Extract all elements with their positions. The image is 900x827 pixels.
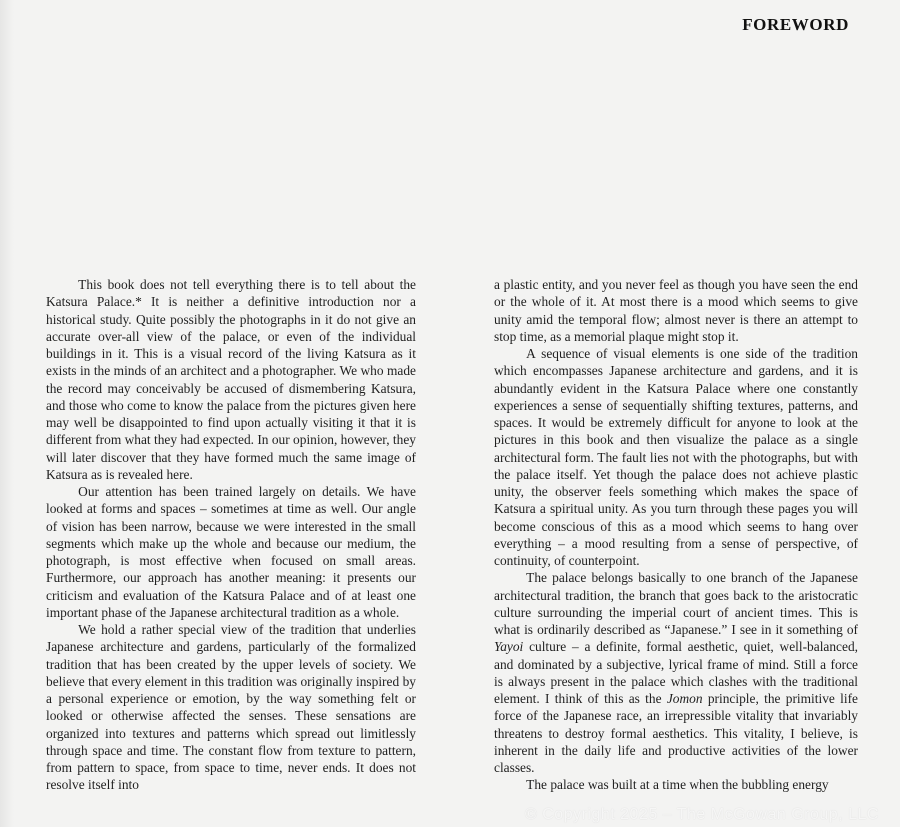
paragraph-continuation: a plastic entity, and you never feel as though you have seen the end or the whole of it. At most there is a mood which seems to give unity amid the temporal flow; almost never is there an attempt to stop time, as a memorial plaque might stop it. — [494, 277, 858, 344]
page-title: FOREWORD — [742, 15, 849, 34]
paragraph — [494, 569, 858, 776]
paragraph: We hold a rather special view of the tradition that underlies Japanese architecture and gardens, particularly of the formalized tradition that has been created by the upper levels of society. We believe that every element in this tradition was originally inspired by a personal experience or emotion, by the way something felt or looked or otherwise affected the senses. These sensations are organized into textures and patterns which spread out limitlessly through space and time. The constant flow from texture to pattern, from pattern to space, from space to time, never ends. It does not resolve itself into — [46, 622, 416, 793]
left-column — [46, 276, 416, 794]
right-column — [494, 276, 858, 794]
term-yayoi: Yayoi — [494, 639, 524, 655]
text-run: The palace belongs basically to one branch of the Japanese architectural tradition, the branch that goes back to the aristocratic culture surrounding the imperial court of ancient times. This is what is ordinarily described as “Japanese.” I see in it something of — [494, 570, 858, 637]
term-jomon: Jomon — [666, 691, 703, 706]
paragraph: A sequence of visual elements is one side of the tradition which encompasses Japanese architecture and gardens, and it is abundantly evident in the Katsura Palace where one constantly experiences a sense of sequentially shifting textures, patterns, and spaces. It would be extremely difficult for anyone to look at the pictures in this book and then visualize the palace as a single architectural form. The fault lies not with the photographs, but with the palace itself. Yet though the palace does not achieve plastic unity, the observer feels something which makes the space of Katsura a spiritual unity. As you turn through these pages you will become conscious of this as a mood which seems to hang over everything – a mood resulting from a sense of perspective, of continuity, of counterpoint. — [494, 346, 858, 568]
paragraph: Our attention has been trained largely on details. We have looked at forms and spaces – sometimes at time as well. Our angle of vision has been narrow, because we were interested in the small segments which make up the whole and because our medium, the photograph, is most effective when focused on small areas. Furthermore, our approach has another meaning: it presents our criticism and evaluation of the Katsura Palace and of at least one important phase of the Japanese architectural tradition as a whole. — [46, 484, 416, 620]
paragraph: This book does not tell everything there is to tell about the Katsura Palace.* It is neither a definitive introduction nor a historical study. Quite possibly the photographs in it do not give an accurate over-all view of the palace, or even of the individual buildings in it. This is a visual record of the living Katsura as it exists in the minds of an architect and a photographer. We who made the record may conceivably be accused of dismembering Katsura, and those who come to know the palace from the pictures given here may well be disappointed to find upon actually visiting it that it is different from what they had expected. In our opinion, however, they will later discover that they have formed much the same image of Katsura as is revealed here. — [46, 277, 416, 482]
text-run: culture – a definite, formal aesthetic, quiet, well-balanced, and dominated by a subjective, lyrical frame of mind. Still a force is always present in the palace which clashes with the traditional element. I think of this as the — [494, 639, 858, 706]
page-edge — [0, 0, 14, 827]
paragraph: The palace was built at a time when the bubbling energy — [526, 777, 829, 793]
text-run: principle, the primitive life force of the Japanese race, an irrepressible vitality that invariably threatens to destroy formal aesthetics. This vitality, I believe, is inherent in the daily life and productive activities of the lower classes. — [494, 691, 858, 775]
copyright-watermark: © Copyright 2025 – The McGowan Group, LLC — [525, 806, 879, 823]
